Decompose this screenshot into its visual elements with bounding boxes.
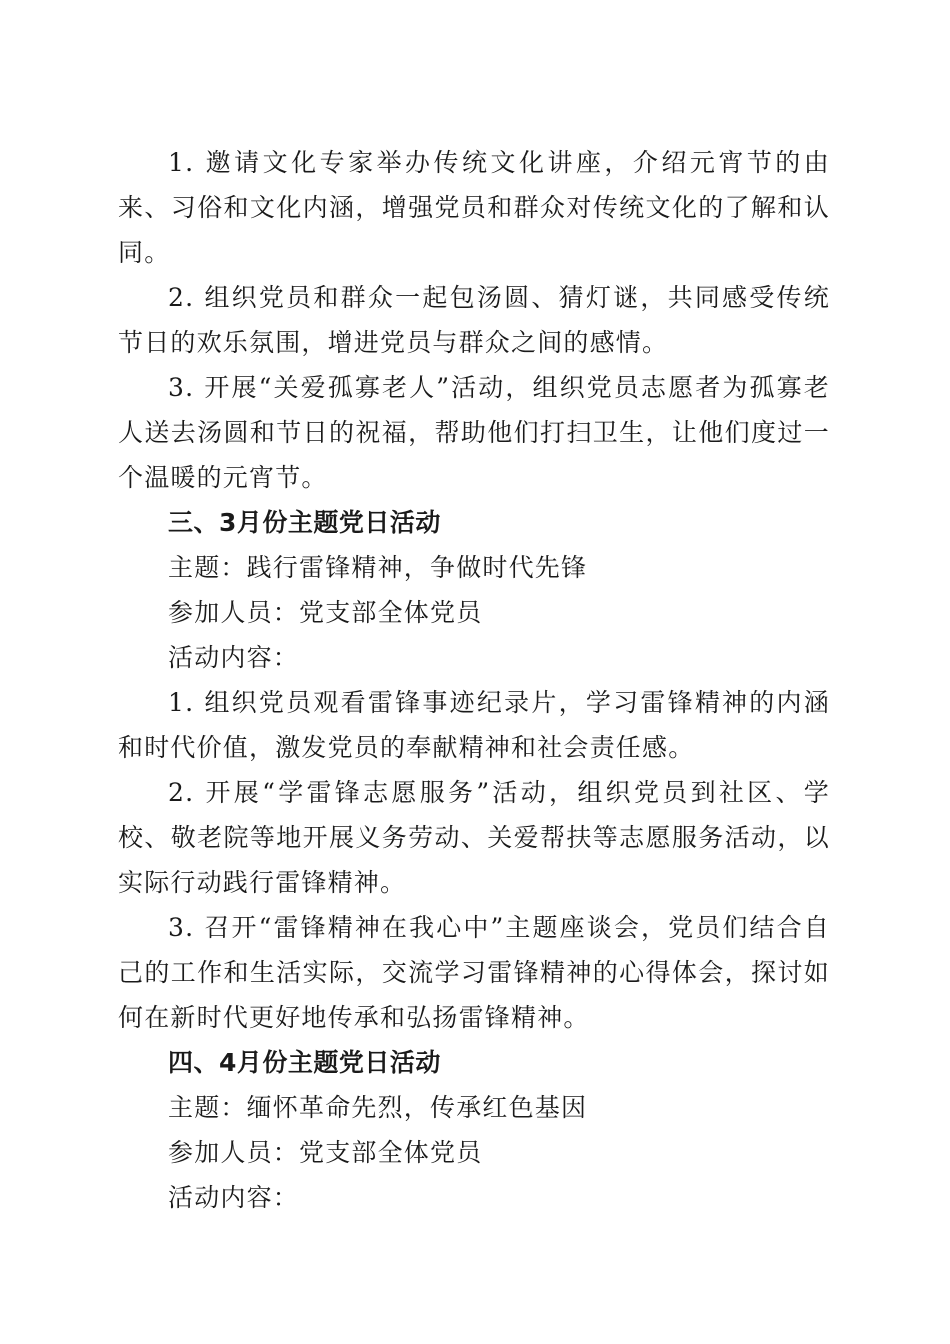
paragraph-leifeng-documentary: 1. 组织党员观看雷锋事迹纪录片，学习雷锋精神的内涵和时代价值，激发党员的奉献精神和社会责任感。 — [118, 688, 830, 762]
march-participants: 参加人员：党支部全体党员 — [168, 598, 483, 627]
march-theme: 主题：践行雷锋精神，争做时代先锋 — [168, 553, 588, 582]
march-activity-label: 活动内容： — [168, 643, 300, 672]
paragraph-elderly-care: 3. 开展“关爱孤寡老人”活动，组织党员志愿者为孤寡老人送去汤圆和节日的祝福，帮助他们打扫卫生，让他们度过一个温暖的元宵节。 — [118, 373, 830, 492]
april-activity-label: 活动内容： — [168, 1183, 300, 1212]
paragraph-lantern-lecture: 1. 邀请文化专家举办传统文化讲座，介绍元宵节的由来、习俗和文化内涵，增强党员和群众对传统文化的了解和认同。 — [118, 148, 830, 267]
paragraph-leifeng-symposium: 3. 召开“雷锋精神在我心中”主题座谈会，党员们结合自己的工作和生活实际，交流学习雷锋精神的心得体会，探讨如何在新时代更好地传承和弘扬雷锋精神。 — [118, 913, 830, 1032]
section-heading-april: 四、4月份主题党日活动 — [168, 1048, 441, 1077]
april-theme: 主题：缅怀革命先烈，传承红色基因 — [168, 1093, 588, 1122]
april-participants: 参加人员：党支部全体党员 — [168, 1138, 483, 1167]
paragraph-leifeng-volunteer: 2. 开展“学雷锋志愿服务”活动，组织党员到社区、学校、敬老院等地开展义务劳动、关爱帮扶等志愿服务活动，以实际行动践行雷锋精神。 — [118, 778, 830, 897]
section-heading-march: 三、3月份主题党日活动 — [168, 508, 441, 537]
paragraph-lantern-riddles: 2. 组织党员和群众一起包汤圆、猜灯谜，共同感受传统节日的欢乐氛围，增进党员与群众之间的感情。 — [118, 283, 830, 357]
document-body — [118, 140, 830, 1220]
